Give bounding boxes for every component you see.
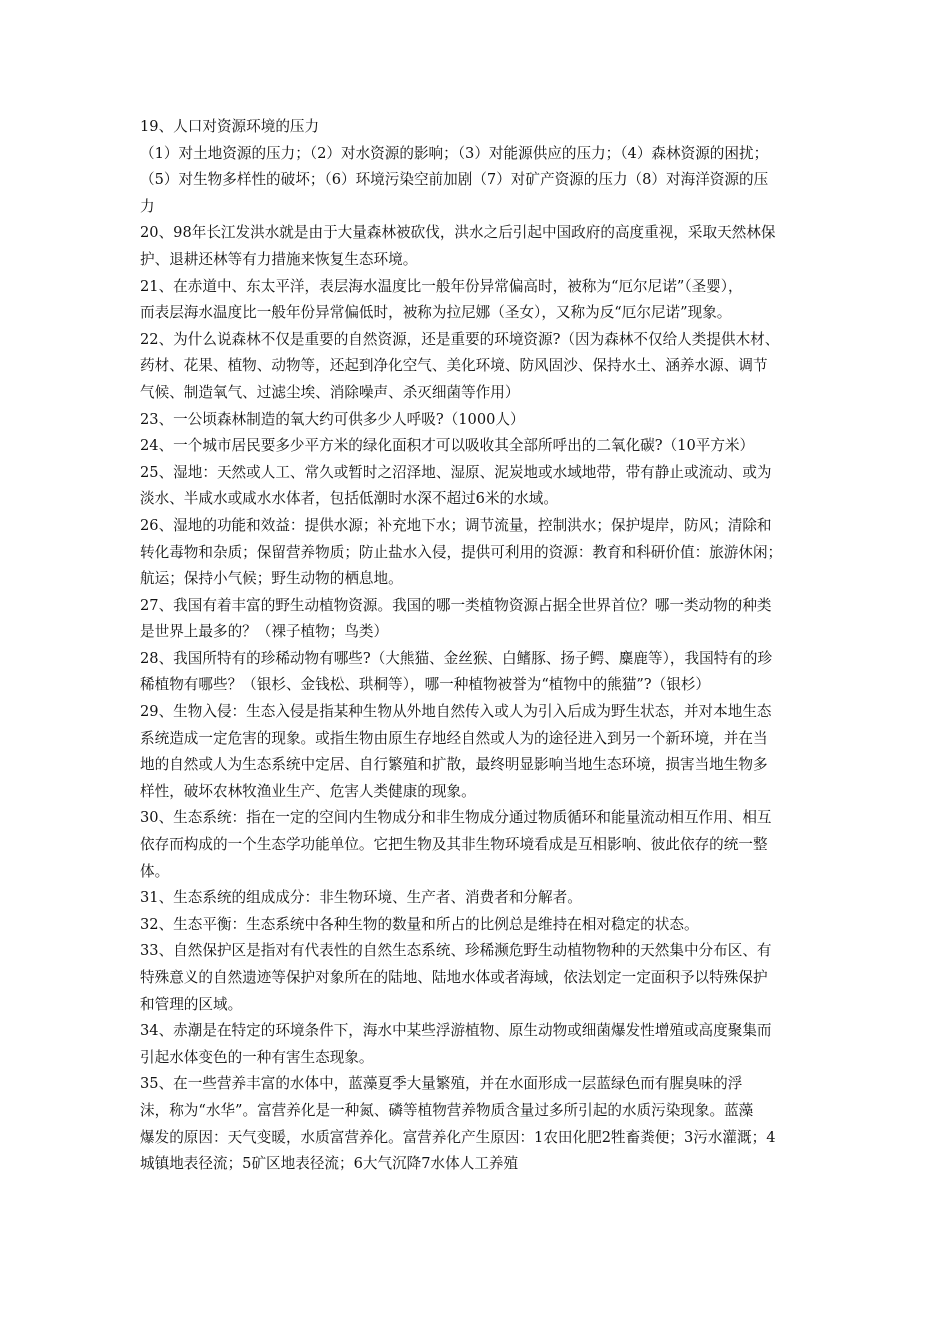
text-line: 和管理的区域。 <box>140 995 243 1013</box>
text-line: 城镇地表径流；5矿区地表径流；6大气沉降7水体人工养殖 <box>140 1155 519 1173</box>
text-line: 系统造成一定危害的现象。或指生物由原生存地经自然或人为的途径进入到另一个新环境，并在当 <box>140 729 768 747</box>
text-line: 23、一公顷森林制造的氧大约可供多少人呼吸?（1000人） <box>140 410 525 428</box>
text-line: 稀植物有哪些？（银杉、金钱松、珙桐等），哪一种植物被誉为“植物中的熊猫”?（银杉） <box>140 676 711 694</box>
text-line: 30、生态系统：指在一定的空间内生物成分和非生物成分通过物质循环和能量流动相互作用、相互 <box>140 809 772 827</box>
text-line: 25、湿地：天然或人工、常久或暂时之沼泽地、湿原、泥炭地或水域地带，带有静止或流动、或为 <box>140 463 772 481</box>
text-line: 护、退耕还林等有力措施来恢复生态环境。 <box>140 250 418 268</box>
text-line: 28、我国所特有的珍稀动物有哪些?（大熊猫、金丝猴、白鳍豚、扬子鳄、麋鹿等），我国特有的珍 <box>140 649 773 667</box>
text-line: 19、人口对资源环境的压力 <box>140 118 320 135</box>
text-line: （1）对土地资源的压力；（2）对水资源的影响；（3）对能源供应的压力；（4）森林资源的困扰； <box>140 144 769 162</box>
text-line: 特殊意义的自然遗迹等保护对象所在的陆地、陆地水体或者海域，依法划定一定面积予以特殊保护 <box>140 969 768 986</box>
text-line: 31、生态系统的组成成分：非生物环境、生产者、消费者和分解者。 <box>140 889 582 907</box>
text-line: 32、生态平衡：生态系统中各种生物的数量和所占的比例总是维持在相对稳定的状态。 <box>140 915 699 933</box>
text-line: 依存而构成的一个生态学功能单位。它把生物及其非生物环境看成是互相影响、彼此依存的统一整 <box>140 836 768 854</box>
text-line: 爆发的原因：天气变暖，水质富营养化。富营养化产生原因：1农田化肥2牲畜粪便；3污水灌溉；4 <box>140 1128 776 1146</box>
text-line: 沫，称为“水华”。富营养化是一种氮、磷等植物营养物质含量过多所引起的水质污染现象。蓝藻 <box>140 1101 754 1119</box>
text-line: 淡水、半咸水或咸水水体者，包括低潮时水深不超过6米的水域。 <box>140 490 558 508</box>
text-line: 20、98年长江发洪水就是由于大量森林被砍伐，洪水之后引起中国政府的高度重视，采取天然林保 <box>140 224 776 242</box>
text-line: 22、为什么说森林不仅是重要的自然资源，还是重要的环境资源?（因为森林不仅给人类提供木材、 <box>140 330 780 348</box>
document-body <box>140 114 892 1178</box>
text-line: 27、我国有着丰富的野生动植物资源。我国的哪一类植物资源占据全世界首位？哪一类动物的种类 <box>140 596 772 614</box>
text-line: 是世界上最多的？（裸子植物；鸟类） <box>140 623 389 641</box>
text-line: 航运；保持小气候；野生动物的栖息地。 <box>140 570 403 588</box>
text-line: 样性，破坏农林牧渔业生产、危害人类健康的现象。 <box>140 782 476 800</box>
text-line: 33、自然保护区是指对有代表性的自然生态系统、珍稀濒危野生动植物物种的天然集中分布区、有 <box>140 942 772 960</box>
text-line: 地的自然或人为生态系统中定居、自行繁殖和扩散，最终明显影响当地生态环境，损害当地生物多 <box>140 756 768 774</box>
text-line: 力 <box>140 197 155 215</box>
text-line: 29、生物入侵：生态入侵是指某种生物从外地自然传入或人为引入后成为野生状态，并对本地生态 <box>140 703 772 721</box>
text-line: 26、湿地的功能和效益：提供水源；补充地下水；调节流量，控制洪水；保护堤岸，防风；清除和 <box>140 516 772 534</box>
text-line: （5）对生物多样性的破坏；（6）环境污染空前加剧（7）对矿产资源的压力（8）对海洋资源的压 <box>140 171 769 189</box>
text-line: 气候、制造氧气、过滤尘埃、消除噪声、杀灭细菌等作用） <box>140 383 520 401</box>
text-line: 转化毒物和杂质；保留营养物质；防止盐水入侵，提供可利用的资源：教育和科研价值：旅游休闲； <box>140 543 783 561</box>
text-line: 引起水体变色的一种有害生态现象。 <box>140 1048 374 1066</box>
text-line: 21、在赤道中、东太平洋，表层海水温度比一般年份异常偏高时，被称为“厄尔尼诺”（圣婴）， <box>140 277 743 295</box>
text-line: 35、在一些营养丰富的水体中，蓝藻夏季大量繁殖，并在水面形成一层蓝绿色而有腥臭味的浮 <box>140 1075 743 1093</box>
text-line: 24、一个城市居民要多少平方米的绿化面积才可以吸收其全部所呼出的二氧化碳?（10平方米） <box>140 437 755 455</box>
text-line: 体。 <box>140 862 170 880</box>
text-line: 药材、花果、植物、动物等，还起到净化空气、美化环境、防风固沙、保持水土、涵养水源、调节 <box>140 357 768 375</box>
text-line: 34、赤潮是在特定的环境条件下，海水中某些浮游植物、原生动物或细菌爆发性增殖或高度聚集而 <box>140 1022 772 1040</box>
text-line: 而表层海水温度比一般年份异常偏低时，被称为拉尼娜（圣女），又称为反“厄尔尼诺”现象。 <box>140 304 732 322</box>
